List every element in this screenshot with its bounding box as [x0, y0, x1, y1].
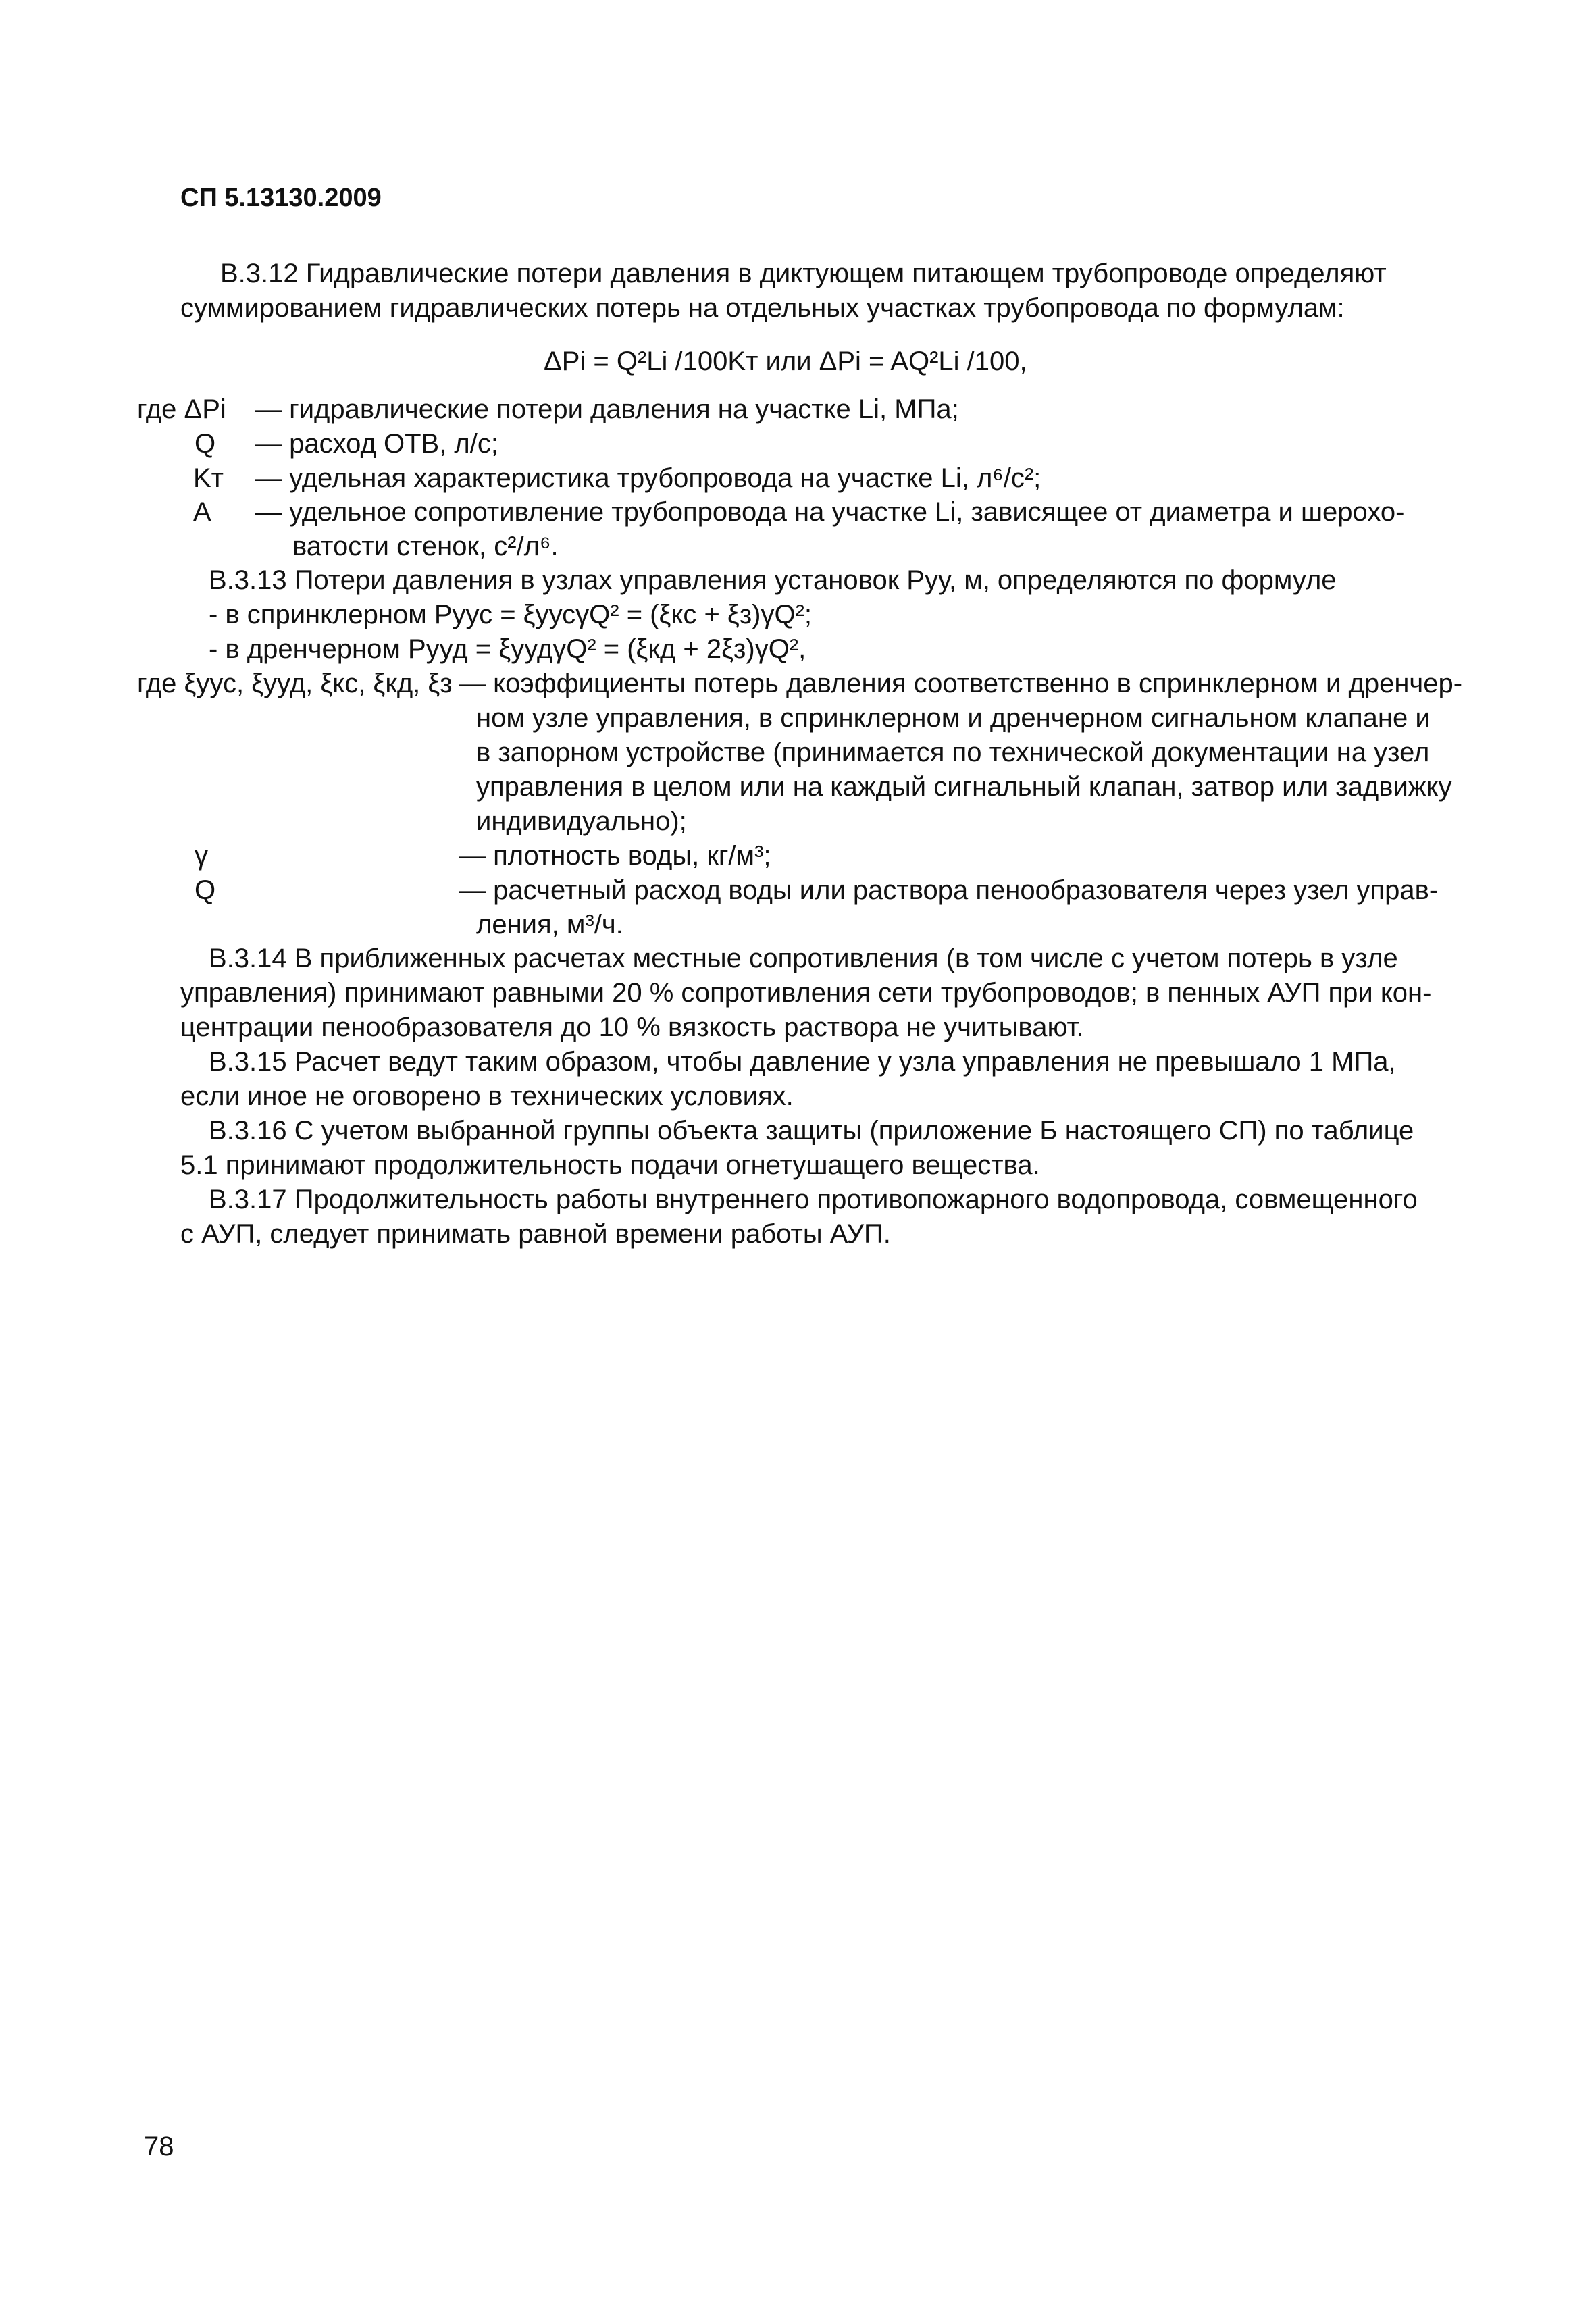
definition-text: — удельное сопротивление трубопровода на участке Li, зависящее от диаметра и шерохо- — [255, 497, 1405, 527]
definition-text: — гидравлические потери давления на участке Li, МПа; — [255, 394, 959, 424]
document-code: СП 5.13130.2009 — [180, 184, 382, 212]
paragraph-b313-line: В.3.13 Потери давления в узлах управления установок Pуу, м, определяются по формуле — [209, 565, 1337, 595]
definition-text: — расчетный расход воды или раствора пенообразователя через узел управ- — [459, 875, 1439, 905]
paragraph-b314-line: управления) принимают равными 20 % сопротивления сети трубопроводов; в пенных АУП при кон- — [180, 978, 1432, 1008]
coefficient-text: управления в целом или на каждый сигнальный клапан, затвор или задвижку — [476, 772, 1452, 802]
paragraph-b316-line: 5.1 принимают продолжительность подачи огнетушащего вещества. — [180, 1150, 1040, 1180]
definition-text: — удельная характеристика трубопровода на участке Li, л⁶/с²; — [255, 463, 1041, 493]
definition-text: — расход ОТВ, л/с; — [255, 429, 498, 459]
paragraph-b312-line: суммированием гидравлических потерь на отдельных участках трубопровода по формулам: — [180, 293, 1345, 323]
definition-text: — плотность воды, кг/м³; — [459, 841, 771, 871]
coefficient-symbols: где ξуус, ξууд, ξкс, ξкд, ξз — [137, 669, 453, 698]
definition-symbol: Q — [195, 875, 216, 905]
paragraph-b312-line: В.3.12 Гидравлические потери давления в диктующем питающем трубопроводе определяют — [220, 259, 1387, 288]
paragraph-b314-line: В.3.14 В приближенных расчетах местные сопротивления (в том числе с учетом потерь в узле — [209, 944, 1398, 973]
coefficient-text: ном узле управления, в спринклерном и дренчерном сигнальном клапане и — [476, 703, 1431, 733]
definition-symbol: Kт — [193, 463, 224, 493]
formula-pressure-loss: ΔPi = Q²Li /100Kт или ΔPi = AQ²Li /100, — [544, 346, 1027, 376]
definition-text: ления, м³/ч. — [476, 910, 623, 940]
paragraph-b315-line: В.3.15 Расчет ведут таким образом, чтобы давление у узла управления не превышало 1 МПа, — [209, 1047, 1396, 1077]
formula-drencher: - в дренчерном Pууд = ξуудγQ² = (ξкд + 2ξз)γQ², — [209, 634, 806, 664]
definition-symbol: A — [193, 497, 211, 527]
definition-symbol: γ — [195, 841, 208, 871]
definition-symbol: где ΔPi — [137, 394, 226, 424]
formula-sprinkler: - в спринклерном Pуус = ξуусγQ² = (ξкс + ξз)γQ²; — [209, 600, 813, 629]
definition-symbol: Q — [195, 429, 216, 459]
paragraph-b315-line: если иное не оговорено в технических условиях. — [180, 1081, 794, 1111]
coefficient-text: в запорном устройстве (принимается по технической документации на узел — [476, 738, 1430, 767]
coefficient-text: индивидуально); — [476, 806, 687, 836]
paragraph-b316-line: В.3.16 С учетом выбранной группы объекта защиты (приложение Б настоящего СП) по таблице — [209, 1116, 1414, 1146]
definition-text: ватости стенок, с²/л⁶. — [292, 532, 559, 561]
paragraph-b317-line: с АУП, следует принимать равной времени работы АУП. — [180, 1219, 891, 1249]
page-number: 78 — [144, 2132, 174, 2161]
paragraph-b317-line: В.3.17 Продолжительность работы внутреннего противопожарного водопровода, совмещенного — [209, 1185, 1418, 1214]
paragraph-b314-line: центрации пенообразователя до 10 % вязкость раствора не учитывают. — [180, 1012, 1084, 1042]
coefficient-text: — коэффициенты потерь давления соответственно в спринклерном и дренчер- — [459, 669, 1463, 698]
